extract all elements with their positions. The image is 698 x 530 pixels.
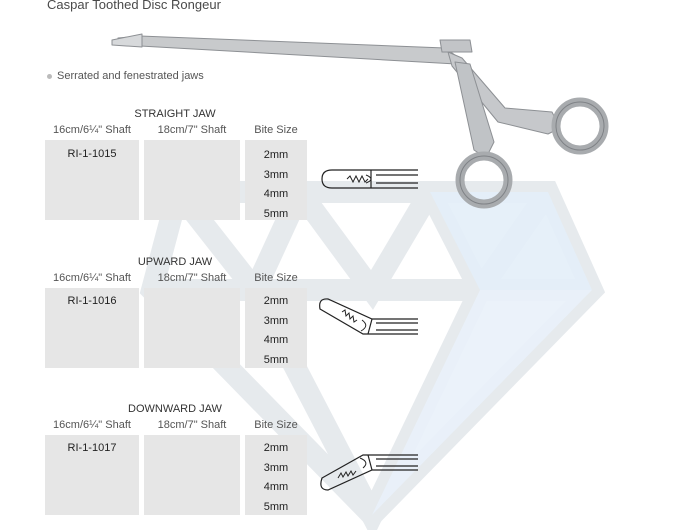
- section-title-upward-jaw: UPWARD JAW: [137, 256, 213, 268]
- bite-size-2mm: 2mm: [263, 442, 289, 454]
- bite-size-4mm: 4mm: [263, 334, 289, 346]
- bite-size-2mm: 2mm: [263, 295, 289, 307]
- bite-size-2mm: 2mm: [263, 149, 289, 161]
- column-header-bite-size: Bite Size: [254, 272, 298, 284]
- column-header-bite-size: Bite Size: [254, 419, 298, 431]
- bite-size-3mm: 3mm: [263, 168, 289, 181]
- column-header-18cm: 18cm/7" Shaft: [157, 124, 227, 136]
- bite-size-3mm: 3mm: [263, 461, 289, 474]
- bite-size-3mm: 3mm: [263, 314, 289, 327]
- column-header-16cm: 16cm/6¼" Shaft: [53, 419, 131, 431]
- bite-size-5mm: 5mm: [263, 353, 289, 366]
- bite-size-5mm: 5mm: [263, 207, 289, 220]
- section-title-downward-jaw: DOWNWARD JAW: [128, 403, 222, 415]
- bite-size-4mm: 4mm: [263, 481, 289, 493]
- feature-text: Serrated and fenestrated jaws: [57, 70, 204, 82]
- section-title-straight-jaw: STRAIGHT JAW: [134, 108, 216, 120]
- product-code: RI-1-1015: [67, 148, 117, 160]
- product-code: RI-1-1017: [67, 442, 117, 454]
- column-header-18cm: 18cm/7" Shaft: [157, 419, 227, 431]
- product-title: Caspar Toothed Disc Rongeur: [47, 0, 221, 12]
- product-code: RI-1-1016: [67, 295, 117, 307]
- bite-size-4mm: 4mm: [263, 188, 289, 200]
- column-header-16cm: 16cm/6¼" Shaft: [53, 272, 131, 284]
- column-header-16cm: 16cm/6¼" Shaft: [53, 124, 131, 136]
- column-header-bite-size: Bite Size: [254, 124, 298, 136]
- bite-size-5mm: 5mm: [263, 500, 289, 513]
- column-header-18cm: 18cm/7" Shaft: [157, 272, 227, 284]
